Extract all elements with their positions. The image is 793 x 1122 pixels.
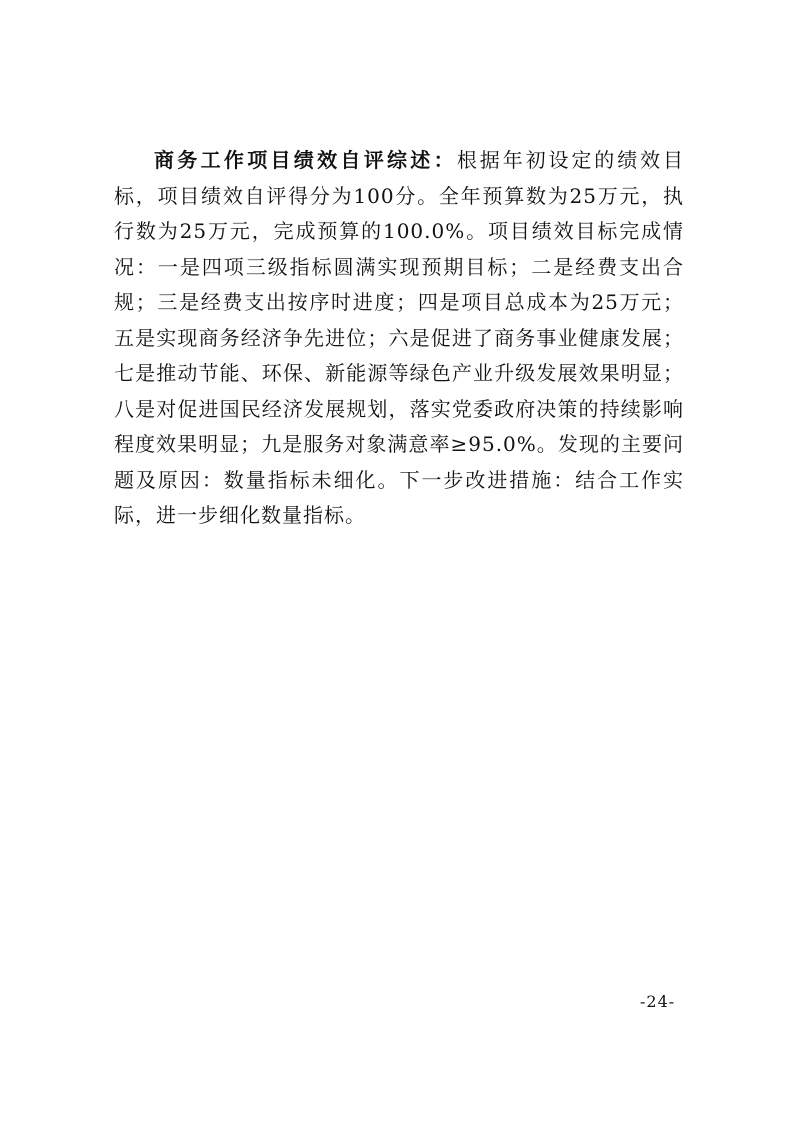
summary-heading: 商务工作项目绩效自评综述： — [154, 148, 457, 172]
summary-body: 根据年初设定的绩效目标，项目绩效自评得分为100分。全年预算数为25万元，执行数为25万元，完成预算的100.0%。项目绩效目标完成情况：一是四项三级指标圆满实现预期目标；二是经费支出合规；三是经费支出按序时进度；四是项目总成本为25万元；五是实现商务经济争先进位；六是促进了商务事业健康发展；七是推动节能、环保、新能源等绿色产业升级发展效果明显；八是对促进国民经济发展规划，落实党委政府决策的持续影响程度效果明显；九是服务对象满意率≥95.0%。发现的主要问题及原因：数量指标未细化。下一步改进措施：结合工作实际，进一步细化数量指标。 — [114, 148, 685, 527]
summary-paragraph — [114, 143, 684, 534]
page-number: -24- — [640, 992, 676, 1011]
